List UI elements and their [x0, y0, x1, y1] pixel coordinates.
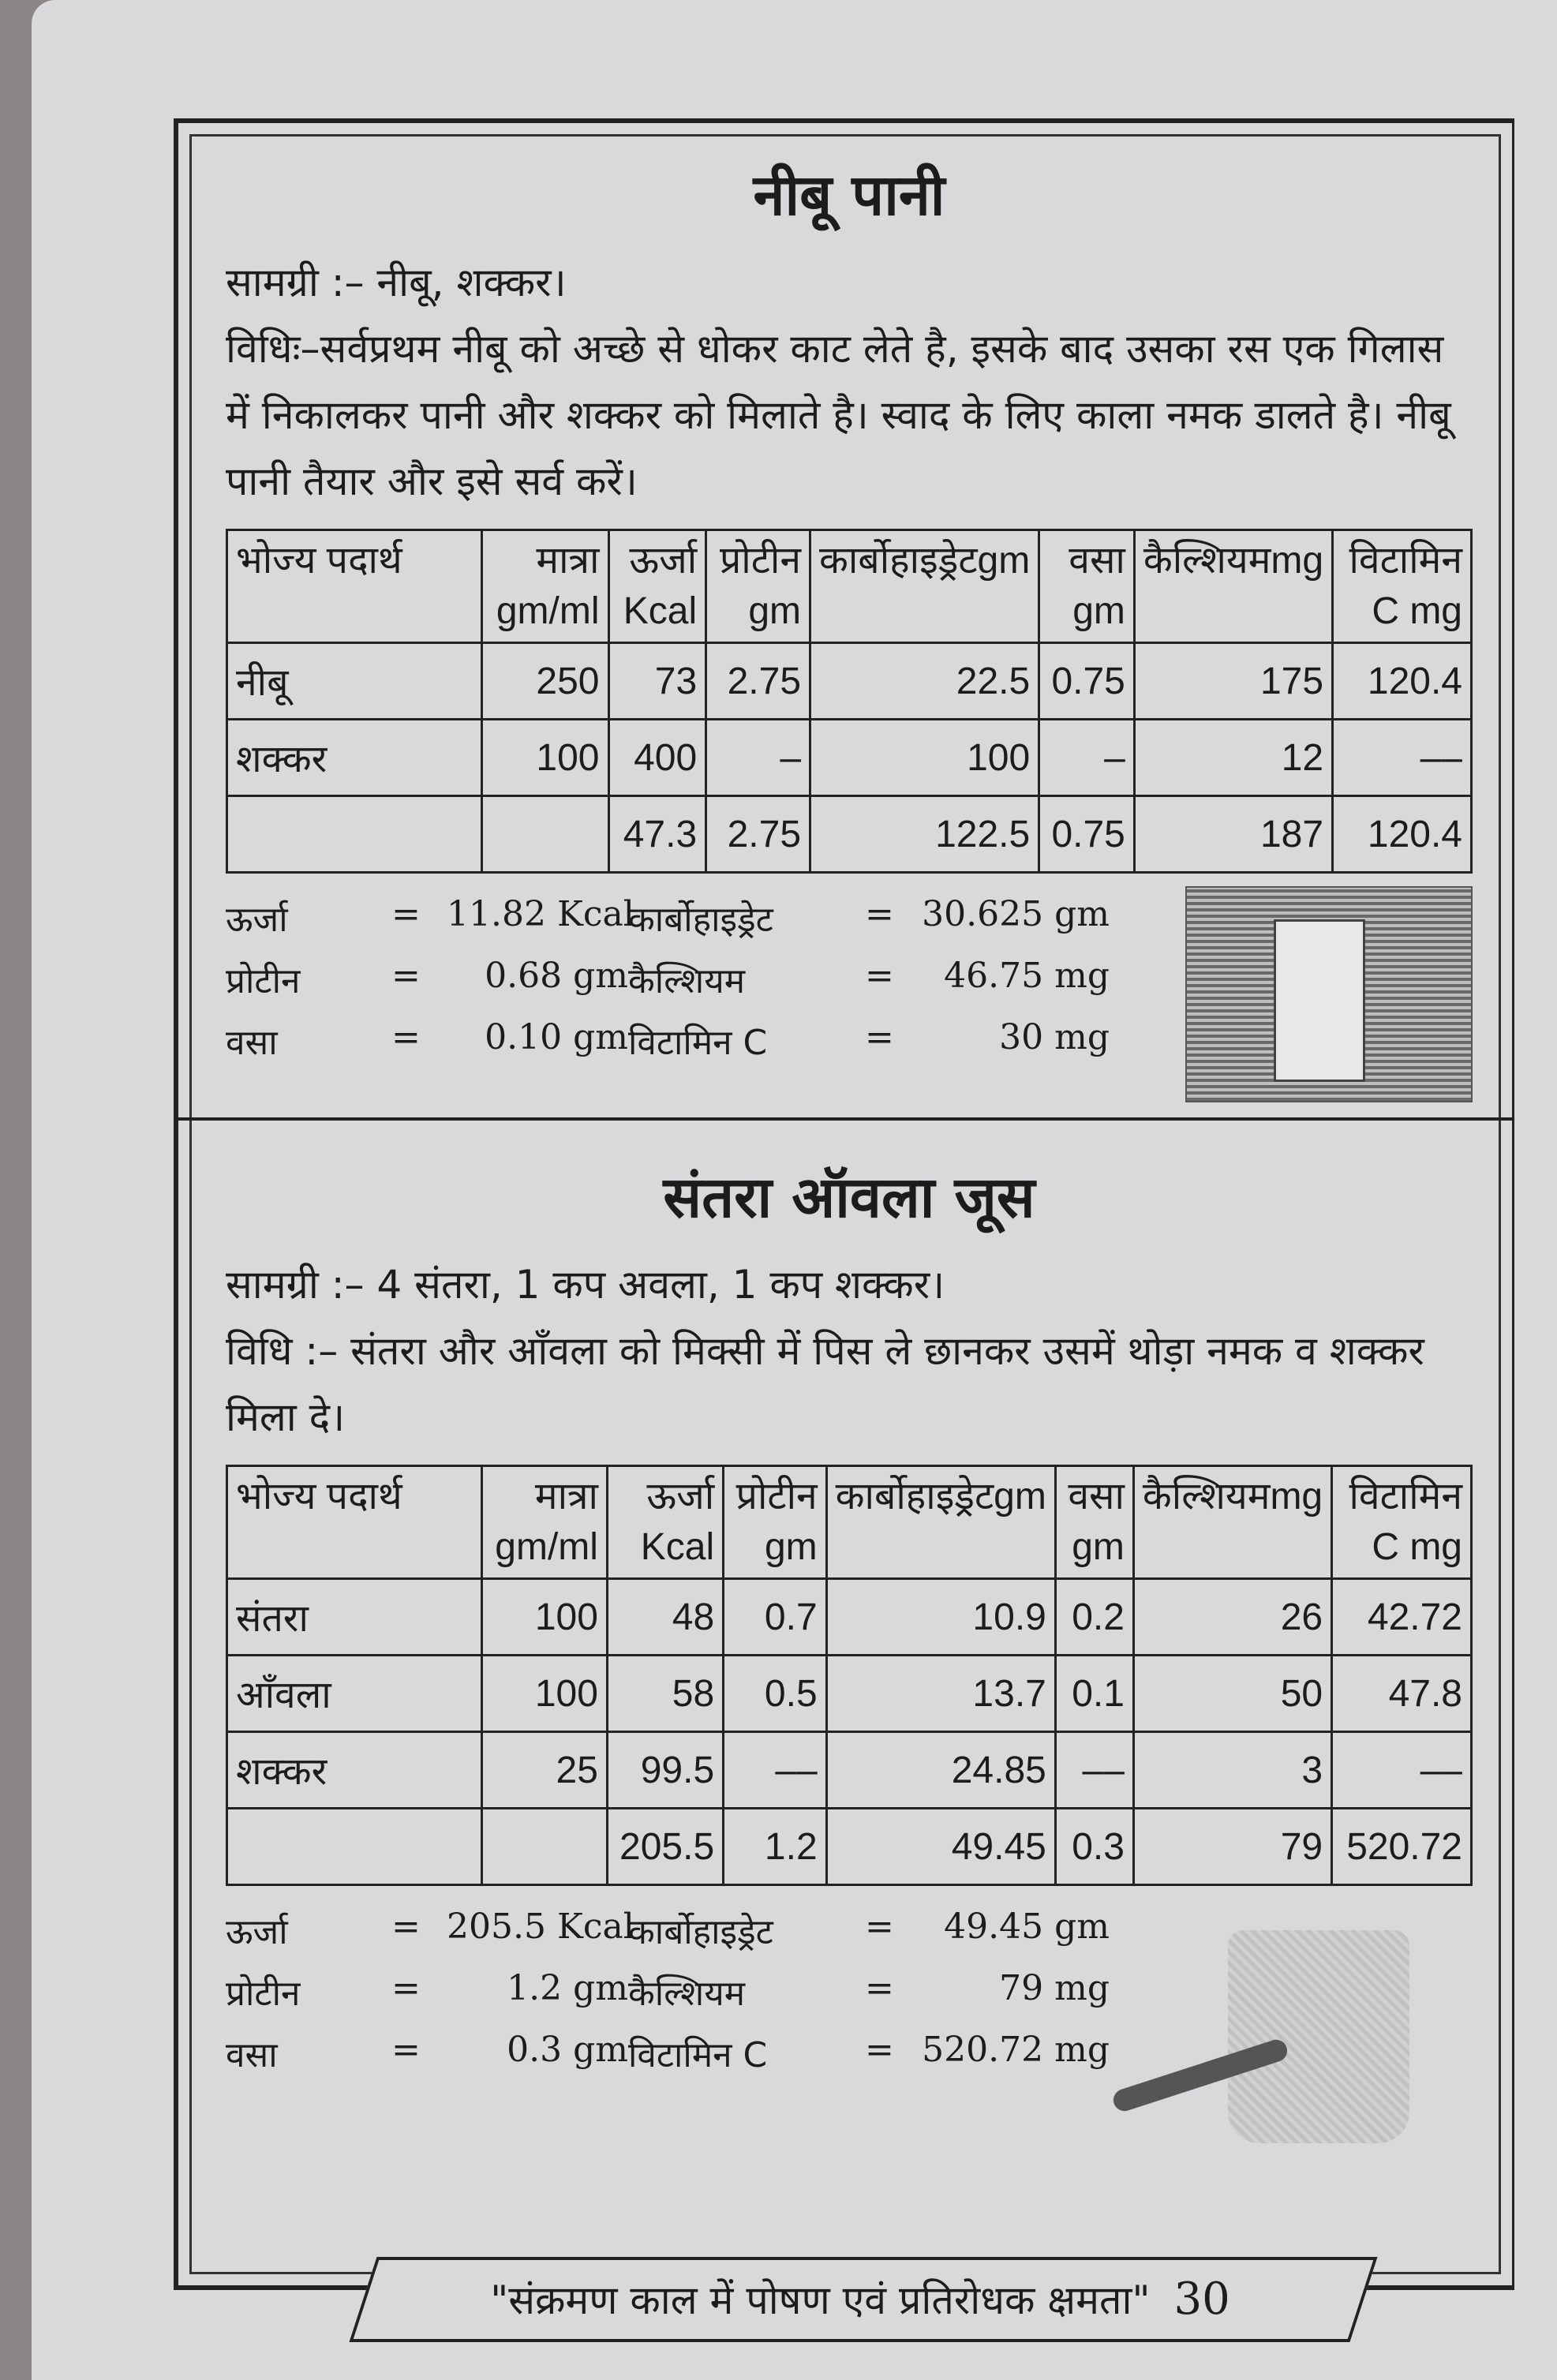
cell-carbohydrate: 122.5: [810, 796, 1039, 873]
cell-fat: 0.2: [1055, 1579, 1133, 1656]
header-vitamin-c: विटामिन C mg: [1333, 530, 1472, 643]
cell-quantity: [482, 1809, 608, 1885]
recipe-santra-amla-juice: [226, 1157, 1473, 2104]
cell-item: [227, 796, 482, 873]
juice-jar-illustration: [1110, 1930, 1441, 2167]
cell-carbohydrate: 13.7: [826, 1656, 1055, 1732]
cell-fat: 0.75: [1039, 796, 1135, 873]
cell-item: ऑंवला: [227, 1656, 482, 1732]
equals-sign: =: [391, 2030, 421, 2070]
book-page: [32, 0, 1557, 2380]
equals-sign: =: [391, 894, 421, 934]
cell-energy: 205.5: [607, 1809, 723, 1885]
table-total-row: [227, 1809, 1472, 1885]
method-text: विधि :– संतरा और ऑंवला को मिक्सी में पिस ले छानकर उसमें थोड़ा नमक व शक्कर मिला दे।: [226, 1328, 1424, 1440]
summary-carb-value: 49.45 gm: [944, 1907, 1110, 1947]
summary-fat-label: वसा: [226, 1023, 278, 1063]
cell-energy: 58: [607, 1656, 723, 1732]
summary-carb-value: 30.625 gm: [922, 894, 1110, 934]
cell-vitamin-c: 520.72: [1332, 1809, 1472, 1885]
summary-fat-value: 0.10 gm: [485, 1017, 628, 1057]
cell-protein: ––: [724, 1732, 827, 1809]
cell-item: नीबू: [227, 643, 482, 720]
cell-calcium: 12: [1134, 720, 1332, 796]
header-fat: वसा gm: [1039, 530, 1135, 643]
header-quantity: मात्रा gm/ml: [482, 530, 609, 643]
header-food-item: भोज्य पदार्थ: [227, 530, 482, 643]
header-protein: प्रोटीन gm: [706, 530, 810, 643]
summary-calcium-value: 79 mg: [999, 1968, 1110, 2008]
cell-energy: 400: [608, 720, 706, 796]
cell-calcium: 187: [1134, 796, 1332, 873]
header-quantity: मात्रा gm/ml: [482, 1466, 608, 1579]
table-row: [227, 1732, 1472, 1809]
cell-carbohydrate: 49.45: [826, 1809, 1055, 1885]
equals-sign: =: [865, 1968, 894, 2008]
ingredients-text: सामग्री :– नीबू, शक्कर।: [226, 260, 567, 305]
equals-sign: =: [865, 2030, 894, 2070]
footer: [387, 2263, 1334, 2334]
cell-protein: 1.2: [724, 1809, 827, 1885]
table-header-row: [227, 530, 1472, 643]
cell-item: संतरा: [227, 1579, 482, 1656]
summary-fat-value: 0.3 gm: [507, 2030, 628, 2070]
cell-calcium: 3: [1133, 1732, 1331, 1809]
cell-protein: 2.75: [706, 796, 810, 873]
ingredients-text: सामग्री :– 4 संतरा, 1 कप अवला, 1 कप शक्कर।: [226, 1262, 945, 1308]
summary-energy-value: 11.82 Kcal: [447, 894, 634, 934]
cell-protein: –: [706, 720, 810, 796]
header-fat: वसा gm: [1055, 1466, 1133, 1579]
equals-sign: =: [865, 1907, 894, 1947]
header-carbohydrate: कार्बोहाइड्रेटgm: [810, 530, 1039, 643]
glass-image: [1274, 919, 1365, 1082]
cell-energy: 99.5: [607, 1732, 723, 1809]
cell-vitamin-c: ––: [1333, 720, 1472, 796]
equals-sign: =: [391, 1907, 421, 1947]
nutrition-table: [226, 529, 1473, 874]
cell-protein: 0.5: [724, 1656, 827, 1732]
cell-carbohydrate: 100: [810, 720, 1039, 796]
equals-sign: =: [391, 1017, 421, 1057]
nutrition-summary: [226, 894, 1473, 1091]
summary-protein-value: 0.68 gm: [485, 956, 628, 996]
summary-energy-label: ऊर्जा: [226, 1912, 288, 1952]
cell-item: शक्कर: [227, 1732, 482, 1809]
lemon-water-photo: [1185, 886, 1473, 1102]
cell-quantity: 100: [482, 1656, 608, 1732]
cell-fat: –: [1039, 720, 1135, 796]
cell-quantity: 25: [482, 1732, 608, 1809]
method-text: विधिः–सर्वप्रथम नीबू को अच्छे से धोकर काट लेते है, इसके बाद उसका रस एक गिलास में निकालकर पानी और शक्कर को मिलाते है। स्वाद के लिए काला नमक डालते है। नीबू पानी तैयार और इसे सर्व करें।: [226, 326, 1451, 504]
header-carbohydrate: कार्बोहाइड्रेटgm: [826, 1466, 1055, 1579]
cell-carbohydrate: 22.5: [810, 643, 1039, 720]
summary-fat-label: वसा: [226, 2035, 278, 2075]
equals-sign: =: [391, 1968, 421, 2008]
cell-calcium: 175: [1134, 643, 1332, 720]
summary-calcium-label: कैल्शियम: [628, 1974, 746, 2014]
header-calcium: कैल्शियमmg: [1134, 530, 1332, 643]
cell-calcium: 26: [1133, 1579, 1331, 1656]
equals-sign: =: [391, 956, 421, 996]
cell-calcium: 79: [1133, 1809, 1331, 1885]
table-total-row: [227, 796, 1472, 873]
cell-carbohydrate: 10.9: [826, 1579, 1055, 1656]
cell-protein: 2.75: [706, 643, 810, 720]
summary-protein-label: प्रोटीन: [226, 1974, 301, 2014]
summary-protein-label: प्रोटीन: [226, 961, 301, 1001]
summary-vitc-value: 520.72 mg: [922, 2030, 1110, 2070]
section-divider: [178, 1117, 1512, 1121]
header-energy: ऊर्जा Kcal: [607, 1466, 723, 1579]
header-energy: ऊर्जा Kcal: [608, 530, 706, 643]
recipe-title: संतरा ऑवला जूस: [663, 1164, 1035, 1230]
table-row: [227, 1579, 1472, 1656]
cell-vitamin-c: 120.4: [1333, 796, 1472, 873]
cell-fat: 0.3: [1055, 1809, 1133, 1885]
recipe-nimbu-pani: [226, 155, 1473, 1091]
header-protein: प्रोटीन gm: [724, 1466, 827, 1579]
cell-item: [227, 1809, 482, 1885]
equals-sign: =: [865, 894, 894, 934]
nutrition-table: [226, 1465, 1473, 1886]
header-vitamin-c: विटामिन C mg: [1332, 1466, 1472, 1579]
summary-energy-label: ऊर्जा: [226, 900, 288, 940]
summary-vitc-value: 30 mg: [999, 1017, 1110, 1057]
summary-calcium-value: 46.75 mg: [944, 956, 1110, 996]
cell-protein: 0.7: [724, 1579, 827, 1656]
summary-carb-label: कार्बोहाइड्रेट: [628, 900, 773, 940]
jar-image: [1228, 1930, 1409, 2143]
cell-vitamin-c: 120.4: [1333, 643, 1472, 720]
cell-energy: 47.3: [608, 796, 706, 873]
cell-calcium: 50: [1133, 1656, 1331, 1732]
table-row: [227, 720, 1472, 796]
cell-vitamin-c: 47.8: [1332, 1656, 1472, 1732]
cell-energy: 48: [607, 1579, 723, 1656]
table-header-row: [227, 1466, 1472, 1579]
cell-energy: 73: [608, 643, 706, 720]
cell-quantity: [482, 796, 609, 873]
summary-vitc-label: विटामिन C: [628, 2035, 768, 2075]
summary-protein-value: 1.2 gm: [507, 1968, 628, 2008]
page-frame: [174, 118, 1514, 2290]
page-number: 30: [1173, 2273, 1230, 2325]
cell-item: शक्कर: [227, 720, 482, 796]
cell-vitamin-c: 42.72: [1332, 1579, 1472, 1656]
cell-fat: ––: [1055, 1732, 1133, 1809]
header-calcium: कैल्शियमmg: [1133, 1466, 1331, 1579]
summary-calcium-label: कैल्शियम: [628, 961, 746, 1001]
summary-vitc-label: विटामिन C: [628, 1023, 768, 1063]
cell-quantity: 100: [482, 1579, 608, 1656]
summary-carb-label: कार्बोहाइड्रेट: [628, 1912, 773, 1952]
table-row: [227, 643, 1472, 720]
nutrition-summary: [226, 1907, 1473, 2104]
table-row: [227, 1656, 1472, 1732]
header-food-item: भोज्य पदार्थ: [227, 1466, 482, 1579]
cell-quantity: 100: [482, 720, 609, 796]
book-title: "संक्रमण काल में पोषण एवं प्रतिरोधक क्षमता": [490, 2277, 1151, 2323]
cell-vitamin-c: ––: [1332, 1732, 1472, 1809]
cell-quantity: 250: [482, 643, 609, 720]
recipe-title: नीबू पानी: [753, 162, 945, 228]
summary-energy-value: 205.5 Kcal: [447, 1907, 634, 1947]
equals-sign: =: [865, 1017, 894, 1057]
cell-fat: 0.75: [1039, 643, 1135, 720]
cell-carbohydrate: 24.85: [826, 1732, 1055, 1809]
equals-sign: =: [865, 956, 894, 996]
cell-fat: 0.1: [1055, 1656, 1133, 1732]
